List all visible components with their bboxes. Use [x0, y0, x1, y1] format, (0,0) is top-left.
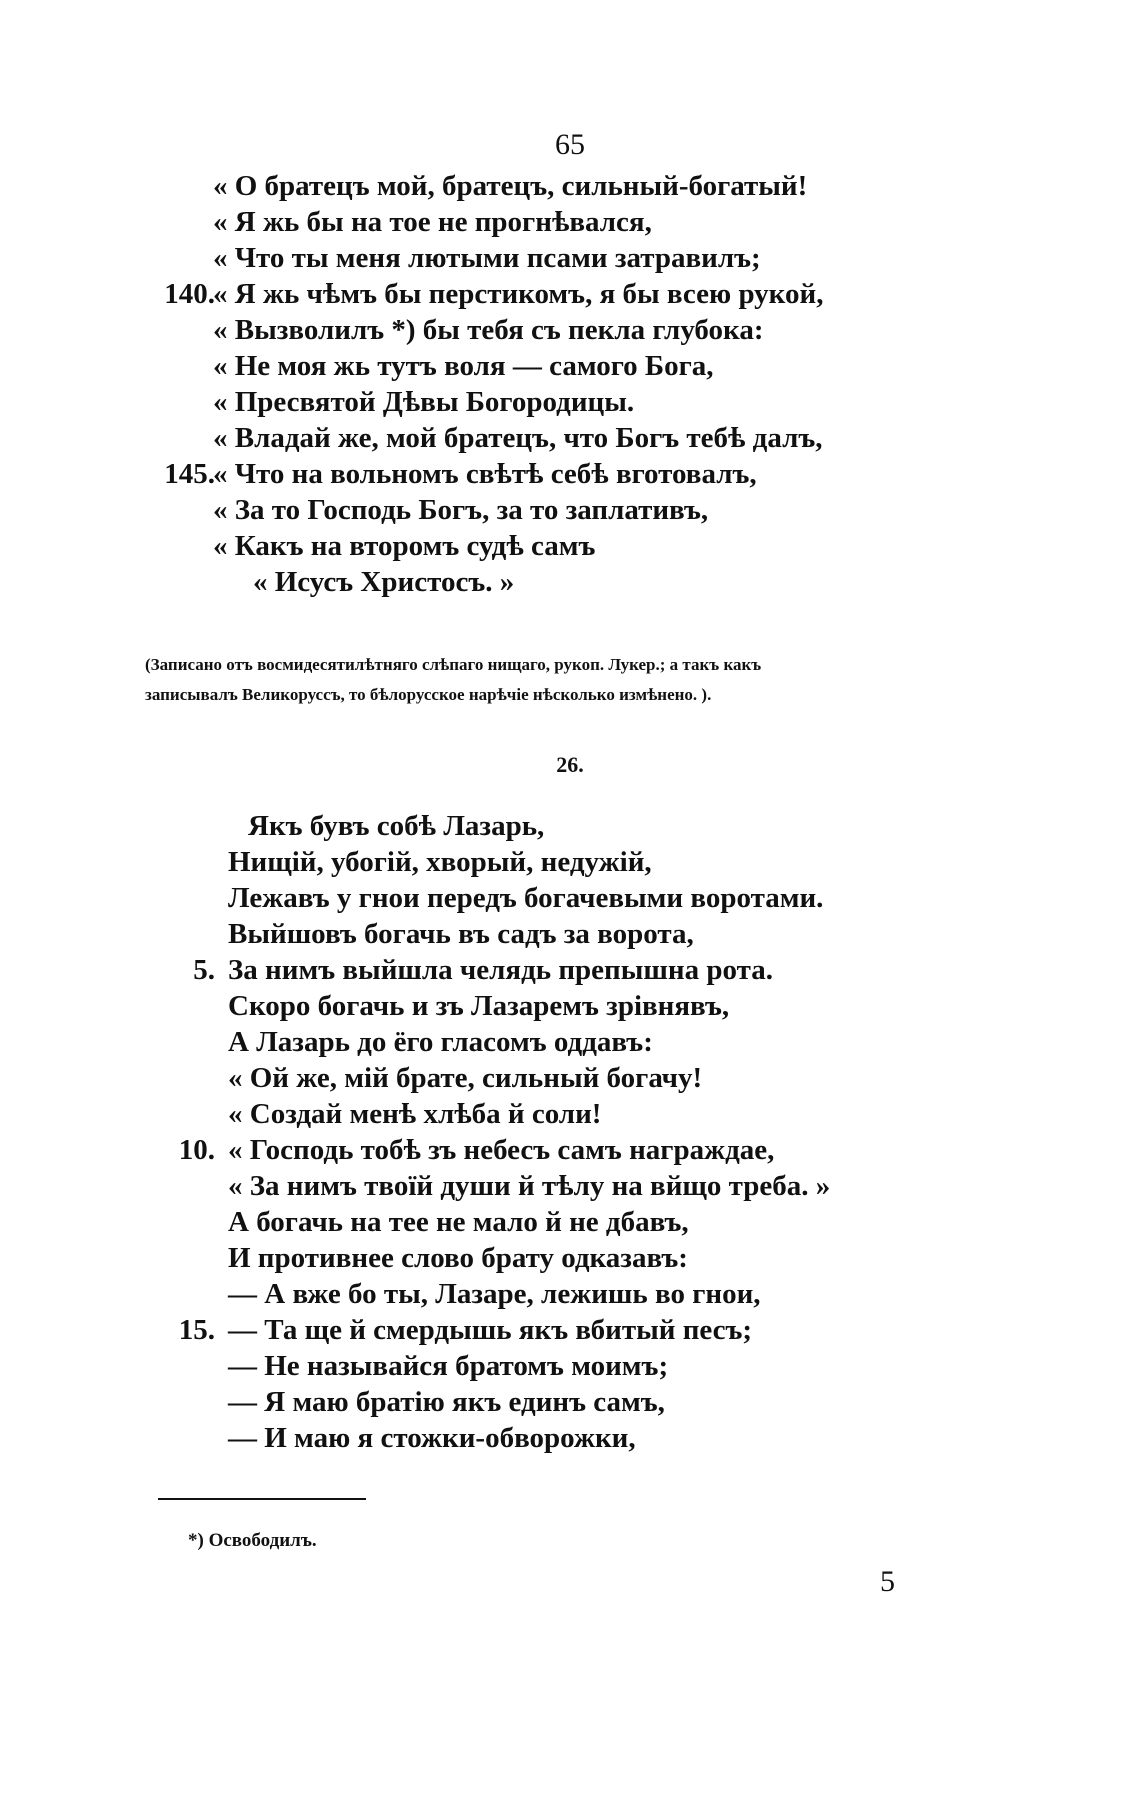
footnote: *) Освободилъ.	[188, 1530, 317, 1551]
poem-26	[0, 808, 1140, 1456]
footnote-rule	[158, 1498, 366, 1500]
poem-line	[0, 1276, 1140, 1312]
line-number: 140.	[164, 278, 215, 310]
line-text: Лежавъ у гнои передъ богачевыми воротами.	[228, 882, 824, 914]
poem-line	[0, 1168, 1140, 1204]
line-text: А Лазарь до ёго гласомъ оддавъ:	[228, 1026, 653, 1058]
poem-line	[0, 1060, 1140, 1096]
line-text: И противнее слово брату одказавъ:	[228, 1242, 688, 1274]
poem-line	[0, 844, 1140, 880]
line-text: « Господь тобѣ зъ небесъ самъ награждае,	[228, 1134, 775, 1166]
poem-line	[0, 312, 1140, 348]
line-text: « Не моя жь тутъ воля — самого Бога,	[213, 350, 714, 382]
source-note-line: записывалъ Великоруссъ, то бѣлорусское нарѣчіе нѣсколько измѣнено. ).	[145, 685, 712, 704]
poem-continuation	[0, 168, 1140, 600]
poem-line	[0, 1420, 1140, 1456]
poem-line	[0, 456, 1140, 492]
line-text: — Не называйся братомъ моимъ;	[228, 1350, 669, 1382]
poem-line	[0, 1024, 1140, 1060]
line-text: « За нимъ твоїй души й тѣлу на вйщо треба. »	[228, 1170, 831, 1202]
poem-line	[0, 988, 1140, 1024]
line-text: « Какъ на второмъ судѣ самъ	[213, 530, 596, 562]
line-text: « Создай менѣ хлѣба й соли!	[228, 1098, 602, 1130]
poem-line	[0, 880, 1140, 916]
line-text: « О братецъ мой, братецъ, сильный-богатый!	[213, 170, 808, 202]
signature-mark: 5	[880, 1565, 895, 1598]
poem-line	[0, 1348, 1140, 1384]
poem-line	[0, 240, 1140, 276]
line-text: « За то Господь Богъ, за то заплативъ,	[213, 494, 709, 526]
poem-line	[0, 916, 1140, 952]
poem-line	[0, 564, 1140, 600]
poem-line	[0, 1132, 1140, 1168]
line-text: « Исусъ Христосъ. »	[253, 566, 515, 598]
line-text: Нищій, убогій, хворый, недужій,	[228, 846, 652, 878]
poem-line	[0, 1096, 1140, 1132]
poem-line	[0, 952, 1140, 988]
line-text: « Я жь чѣмъ бы перстикомъ, я бы всею рукой,	[213, 278, 824, 310]
section-number: 26.	[556, 752, 584, 777]
line-text: А богачь на тее не мало й не дбавъ,	[228, 1206, 689, 1238]
poem-line	[0, 1204, 1140, 1240]
source-note-line: (Записано отъ восмидесятилѣтняго слѣпаго нищаго, рукоп. Лукер.; а такъ какъ	[145, 655, 762, 674]
line-number: 5.	[193, 954, 215, 986]
poem-line	[0, 528, 1140, 564]
poem-line	[0, 420, 1140, 456]
line-text: « Пресвятой Дѣвы Богородицы.	[213, 386, 635, 418]
line-text: — И маю я стожки-обворожки,	[228, 1422, 636, 1454]
poem-line	[0, 168, 1140, 204]
poem-line	[0, 384, 1140, 420]
line-number: 145.	[164, 458, 215, 490]
poem-line	[0, 808, 1140, 844]
line-number: 15.	[178, 1314, 215, 1346]
line-text: За нимъ выйшла челядь препышна рота.	[228, 954, 773, 986]
source-note	[145, 650, 995, 710]
poem-line	[0, 1384, 1140, 1420]
line-number: 10.	[178, 1134, 215, 1166]
poem-line	[0, 1312, 1140, 1348]
line-text: « Что ты меня лютыми псами затравилъ;	[213, 242, 761, 274]
line-text: Скоро богачь и зъ Лазаремъ зрівнявъ,	[228, 990, 730, 1022]
line-text: Якъ бувъ собѣ Лазарь,	[248, 810, 545, 842]
poem-line	[0, 492, 1140, 528]
page-number: 65	[555, 128, 585, 161]
line-text: — Та ще й смердышь якъ вбитый песъ;	[228, 1314, 753, 1346]
poem-line	[0, 204, 1140, 240]
poem-line	[0, 1240, 1140, 1276]
line-text: « Я жь бы на тое не прогнѣвался,	[213, 206, 652, 238]
line-text: — А вже бо ты, Лазаре, лежишь во гнои,	[228, 1278, 761, 1310]
line-text: — Я маю братію якъ единъ самъ,	[228, 1386, 665, 1418]
line-text: « Владай же, мой братецъ, что Богъ тебѣ далъ,	[213, 422, 823, 454]
line-text: Выйшовъ богачь въ садъ за ворота,	[228, 918, 694, 950]
line-text: « Что на вольномъ свѣтѣ себѣ вготовалъ,	[213, 458, 757, 490]
line-text: « Вызволилъ *) бы тебя съ пекла глубока:	[213, 314, 764, 346]
line-text: « Ой же, мій брате, сильный богачу!	[228, 1062, 703, 1094]
poem-line	[0, 276, 1140, 312]
poem-line	[0, 348, 1140, 384]
